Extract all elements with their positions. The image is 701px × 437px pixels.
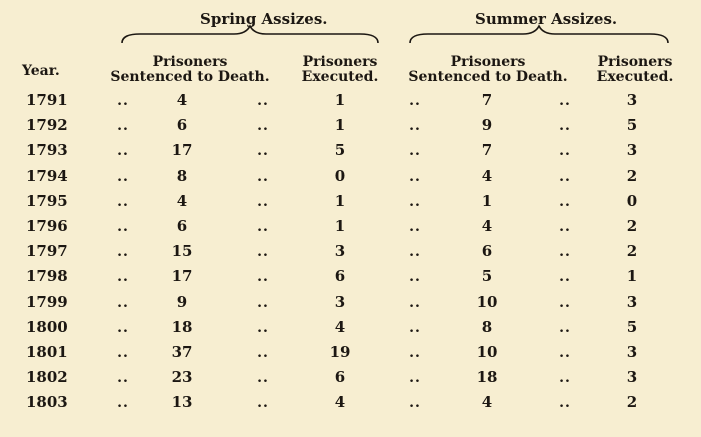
year-cell: 1796 (26, 217, 68, 235)
summer-executed-cell: 3 (626, 141, 638, 160)
leader-dots: .. (257, 345, 269, 361)
leader-dots: .. (257, 319, 269, 336)
leader-dots: .. (409, 319, 421, 336)
year-cell: 1791 (26, 91, 68, 109)
summer-sentenced-cell: 7 (481, 141, 493, 160)
spring-executed-cell: 5 (334, 141, 346, 160)
spring-sentenced-cell: 13 (171, 393, 193, 412)
leader-dots: .. (559, 370, 571, 387)
leader-dots: .. (257, 395, 269, 412)
summer-sentenced-cell: 9 (481, 116, 493, 135)
leader-dots: .. (257, 370, 269, 387)
leader-dots: .. (409, 294, 421, 311)
summer-executed-header (590, 55, 680, 85)
spring-sentenced-cell: 4 (176, 91, 188, 109)
leader-dots: .. (257, 93, 269, 109)
leader-dots: .. (117, 168, 129, 185)
summer-sentenced-header (403, 55, 573, 85)
leader-dots: .. (409, 143, 421, 160)
year-cell: 1801 (26, 343, 68, 361)
summer-executed-cell: 3 (626, 292, 638, 311)
spring-sentenced-cell: 15 (171, 242, 193, 261)
leader-dots: .. (559, 219, 571, 235)
spring-executed-cell: 1 (334, 116, 346, 135)
summer-sentenced-cell: 18 (476, 368, 498, 387)
leader-dots: .. (559, 395, 571, 412)
leader-dots: .. (257, 244, 269, 261)
year-cell: 1800 (26, 317, 68, 336)
spring-executed-cell: 4 (334, 393, 346, 412)
leader-dots: .. (409, 93, 421, 109)
spring-sentenced-cell: 17 (171, 267, 193, 286)
leader-dots: .. (409, 345, 421, 361)
summer-sentenced-cell: 5 (481, 267, 493, 286)
spring-executed-cell: 3 (334, 242, 346, 261)
leader-dots: .. (559, 118, 571, 135)
summer-executed-cell: 3 (626, 368, 638, 387)
spring-executed-cell: 4 (334, 317, 346, 336)
spring-executed-cell: 3 (334, 292, 346, 311)
spring-executed-header-line2: Executed. (301, 69, 379, 85)
summer-executed-header-line1: Prisoners (597, 54, 673, 70)
summer-group-brace (408, 25, 670, 45)
leader-dots: .. (117, 118, 129, 135)
leader-dots: .. (257, 294, 269, 311)
summer-sentenced-cell: 4 (481, 217, 493, 235)
spring-sentenced-header-line2: Sentenced to Death. (110, 69, 270, 85)
summer-sentenced-cell: 6 (481, 242, 493, 261)
leader-dots: .. (257, 193, 269, 210)
leader-dots: .. (257, 143, 269, 160)
leader-dots: .. (559, 244, 571, 261)
leader-dots: .. (409, 193, 421, 210)
summer-sentenced-cell: 7 (481, 91, 493, 109)
leader-dots: .. (409, 395, 421, 412)
year-cell: 1793 (26, 141, 68, 160)
summer-sentenced-cell: 4 (481, 393, 493, 412)
leader-dots: .. (117, 219, 129, 235)
spring-sentenced-header (105, 55, 275, 85)
summer-executed-cell: 1 (626, 267, 638, 286)
year-cell: 1792 (26, 116, 68, 135)
spring-sentenced-cell: 23 (171, 368, 193, 387)
summer-executed-header-line2: Executed. (596, 69, 674, 85)
spring-sentenced-cell: 18 (171, 317, 193, 336)
leader-dots: .. (409, 244, 421, 261)
leader-dots: .. (117, 370, 129, 387)
leader-dots: .. (559, 168, 571, 185)
spring-sentenced-header-line1: Prisoners (152, 54, 228, 70)
spring-assizes-title: Spring Assizes. (200, 10, 328, 28)
summer-assizes-title: Summer Assizes. (475, 10, 618, 28)
spring-executed-cell: 6 (334, 368, 346, 387)
summer-sentenced-cell: 10 (476, 343, 498, 361)
spring-sentenced-cell: 8 (176, 166, 188, 185)
leader-dots: .. (117, 193, 129, 210)
spring-executed-cell: 1 (334, 91, 346, 109)
summer-sentenced-cell: 1 (481, 191, 493, 210)
year-cell: 1803 (26, 393, 68, 412)
leader-dots: .. (409, 168, 421, 185)
spring-sentenced-cell: 17 (171, 141, 193, 160)
leader-dots: .. (409, 269, 421, 286)
leader-dots: .. (559, 294, 571, 311)
leader-dots: .. (117, 395, 129, 412)
leader-dots: .. (559, 269, 571, 286)
spring-group-brace (120, 25, 380, 45)
leader-dots: .. (409, 370, 421, 387)
summer-executed-cell: 3 (626, 91, 638, 109)
spring-sentenced-cell: 4 (176, 191, 188, 210)
summer-executed-cell: 2 (626, 166, 638, 185)
leader-dots: .. (117, 345, 129, 361)
summer-sentenced-header-line1: Prisoners (450, 54, 526, 70)
leader-dots: .. (117, 143, 129, 160)
leader-dots: .. (257, 269, 269, 286)
spring-executed-cell: 0 (334, 166, 346, 185)
summer-sentenced-cell: 10 (476, 292, 498, 311)
spring-executed-cell: 1 (334, 191, 346, 210)
summer-executed-cell: 2 (626, 217, 638, 235)
year-cell: 1798 (26, 267, 68, 286)
leader-dots: .. (559, 93, 571, 109)
leader-dots: .. (559, 193, 571, 210)
year-cell: 1797 (26, 242, 68, 261)
year-cell: 1799 (26, 292, 68, 311)
leader-dots: .. (409, 219, 421, 235)
leader-dots: .. (559, 319, 571, 336)
summer-sentenced-cell: 4 (481, 166, 493, 185)
spring-sentenced-cell: 6 (176, 217, 188, 235)
spring-executed-cell: 19 (329, 343, 351, 361)
year-cell: 1794 (26, 166, 68, 185)
year-column-header: Year. (22, 63, 60, 79)
year-cell: 1802 (26, 368, 68, 387)
leader-dots: .. (117, 93, 129, 109)
spring-sentenced-cell: 37 (171, 343, 193, 361)
spring-sentenced-cell: 9 (176, 292, 188, 311)
spring-executed-header (295, 55, 385, 85)
summer-executed-cell: 0 (626, 191, 638, 210)
spring-sentenced-cell: 6 (176, 116, 188, 135)
leader-dots: .. (257, 118, 269, 135)
spring-executed-header-line1: Prisoners (302, 54, 378, 70)
leader-dots: .. (257, 168, 269, 185)
spring-executed-cell: 6 (334, 267, 346, 286)
leader-dots: .. (559, 143, 571, 160)
summer-executed-cell: 3 (626, 343, 638, 361)
year-cell: 1795 (26, 191, 68, 210)
leader-dots: .. (117, 244, 129, 261)
leader-dots: .. (117, 319, 129, 336)
summer-executed-cell: 2 (626, 393, 638, 412)
summer-executed-cell: 5 (626, 317, 638, 336)
summer-sentenced-header-line2: Sentenced to Death. (408, 69, 568, 85)
summer-executed-cell: 2 (626, 242, 638, 261)
spring-executed-cell: 1 (334, 217, 346, 235)
leader-dots: .. (409, 118, 421, 135)
leader-dots: .. (117, 294, 129, 311)
leader-dots: .. (559, 345, 571, 361)
leader-dots: .. (257, 219, 269, 235)
leader-dots: .. (117, 269, 129, 286)
summer-executed-cell: 5 (626, 116, 638, 135)
summer-sentenced-cell: 8 (481, 317, 493, 336)
